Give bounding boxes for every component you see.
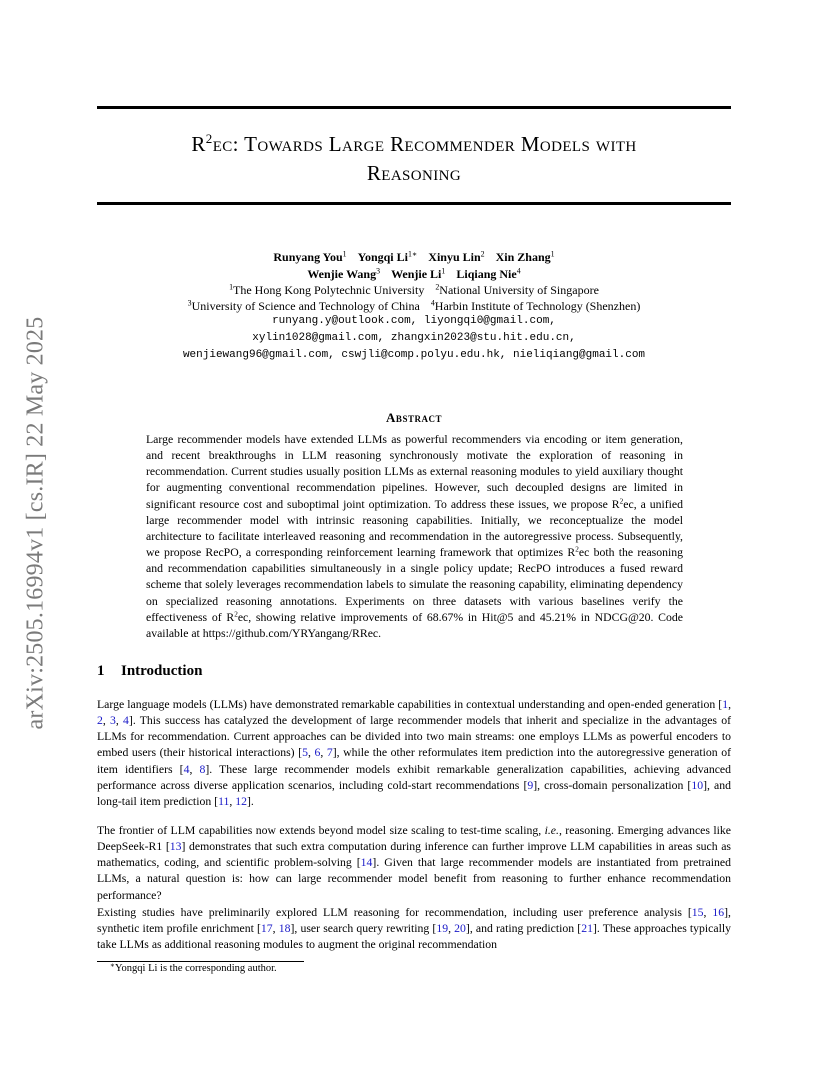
citation-link[interactable]: 15	[691, 906, 704, 919]
footnote: ∗Yongqi Li is the corresponding author.	[110, 960, 277, 974]
author: Xin Zhang$^1$	[495, 249, 555, 264]
citation-link[interactable]: 11	[218, 794, 230, 808]
author: Runyang You$^1$	[273, 249, 347, 264]
abstract-heading: Abstract	[386, 410, 442, 425]
arxiv-identifier-text: arXiv:2505.16994v1 [cs.IR] 22 May 2025	[22, 316, 49, 729]
author: Xinyu Lin$^2$	[428, 249, 485, 264]
email-line[interactable]: runyang.y@outlook.com, liyongqi0@gmail.com,	[272, 315, 556, 327]
author: Liqiang Nie$^4$	[456, 266, 521, 281]
author: Yongqi $Li^{1∗}$	[357, 249, 418, 264]
citation-link[interactable]: 14	[360, 856, 373, 870]
intro-paragraph-3: Existing studies have preliminarily explored LLM reasoning for recommendation, including user preference analysis [15, 16], synthetic item profile enrichment [17, 18], user search query rewriting [19, 20], and rating prediction [21]. These approaches typically take LLMs as additional reasoning modules to augment the original recommendation	[97, 906, 732, 952]
author: Wenjie Li$^1$	[391, 266, 446, 281]
citation-link[interactable]: 4	[123, 714, 129, 728]
email-line[interactable]: wenjiewang96@gmail.com, cswjli@comp.polyu.edu.hk, nieliqiang@gmail.com	[182, 349, 646, 361]
citation-link[interactable]: 12	[235, 794, 248, 808]
email-list	[97, 313, 731, 364]
affiliation: $^1$The Hong Kong Polytechnic University	[229, 282, 425, 297]
citation-link[interactable]: 1	[722, 698, 729, 711]
citation-link[interactable]: 19	[436, 922, 449, 936]
citation-link[interactable]: 8	[199, 762, 206, 776]
section-heading: 1 Introduction	[97, 663, 203, 679]
citation-link[interactable]: 21	[581, 922, 593, 936]
citation-link[interactable]: 7	[326, 746, 333, 760]
citation-link[interactable]: 20	[454, 922, 466, 936]
author: Wenjie Wang$^3$	[307, 266, 381, 281]
footnote-rule	[97, 961, 304, 962]
citation-link[interactable]: 9	[527, 778, 534, 792]
citation-link[interactable]: 18	[278, 922, 291, 936]
affiliation: $^4$Harbin Institute of Technology (Shenzhen)	[430, 298, 641, 313]
affiliation-list	[97, 282, 731, 314]
arxiv-identifier	[22, 285, 50, 760]
author-list	[97, 249, 731, 283]
title-rule-top	[97, 106, 731, 109]
citation-link[interactable]: 17	[260, 922, 273, 936]
intro-paragraph-1: Large language models (LLMs) have demonstrated remarkable capabilities in contextual understanding and open-ended generation [1, 2, 3, 4]. This success has catalyzed the development of large recommender models that inherit and specialize in the advantages of LLMs for recommendation. Current approaches can be divided into two main streams: one employs LLMs as powerful encoders to embed users (their historical interactions) [5, 6, 7], while the other reformulates item prediction into the autoregressive generation of item identifiers [4, 8]. These large recommender models exhibit remarkable generalization capabilities, achieving advanced performance across diverse application scenarios, including cold-start recommendations [9], cross-domain personalization [10], and long-tail item prediction [11, 12].	[97, 698, 732, 808]
email-line[interactable]: xylin1028@gmail.com, zhangxin2023@stu.hit.edu.cn,	[252, 332, 576, 344]
citation-link[interactable]: 5	[302, 746, 308, 760]
abstract-text: Large recommender models have extended LLMs as powerful recommenders via encoding or item generation, and recent breakthroughs in LLM reasoning synchronously motivate the exploration of reasoning in recommendation. Current studies usually position LLMs as external reasoning modules to yield auxiliary thought for augmenting conventional recommendation pipelines. However, such decoupled designs are limited in significant resource cost and suboptimal joint optimization. To address these issues, we propose $R^2ec$, a unified large recommender model with intrinsic reasoning capabilities. Initially, we reconceptualize the model architecture to facilitate interleaved reasoning and recommendation in the autoregressive process. Subsequently, we propose RecPO, a corresponding reinforcement learning framework that optimizes $R^2ec$ both the reasoning and recommendation capabilities simultaneously in a single policy update; RecPO introduces a fused reward scheme that solely leverages recommendation labels to simulate the reasoning capability, eliminating dependency on specialized reasoning annotations. Experiments on three datasets with various baselines verify the effectiveness of $R^2ec$, showing relative improvements of 68.67% in Hit@5 and 45.21% in NDCG@20. Code available at https://github.com/YRYangang/RRec.	[146, 433, 684, 640]
paper-title: $R^2ec$: Towards Large Recommender Models with Reasoning	[191, 131, 637, 185]
affiliation: $^2$National University of Singapore	[435, 282, 599, 297]
citation-link[interactable]: 3	[110, 714, 116, 728]
intro-paragraph-2: The frontier of LLM capabilities now extends beyond model size scaling to test-time scaling, i.e., reasoning. Emerging advances like DeepSeek-R1 [13] demonstrates that such extra computation during inference can further improve LLM capabilities in areas such as mathematics, coding, and scientific problem-solving [14]. Given that large recommender models are instantiated from pretrained LLMs, a natural question is: how can large recommender model benefit from reasoning to further enhance recommendation performance?	[97, 824, 731, 902]
citation-link[interactable]: 6	[314, 746, 321, 760]
affiliation: $^3$University of Science and Technology of China	[187, 298, 420, 313]
citation-link[interactable]: 13	[169, 840, 182, 854]
citation-link[interactable]: 16	[712, 906, 725, 919]
title-rule-bottom	[97, 202, 731, 205]
citation-link[interactable]: 4	[183, 762, 190, 776]
citation-link[interactable]: 2	[97, 714, 103, 728]
citation-link[interactable]: 10	[691, 778, 704, 792]
